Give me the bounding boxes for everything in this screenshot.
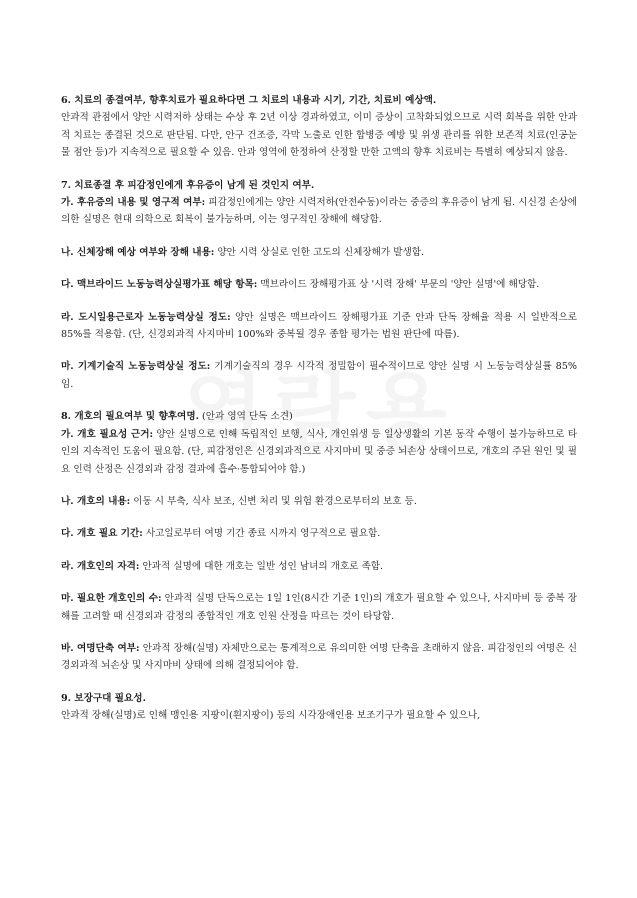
section-7-ma-text: 기계기술직의 경우 시각적 정밀함이 필수적이므로 양안 실명 시 노동능력상실률 85% 임. (61, 361, 577, 390)
section-8-ga-text: 양안 실명으로 인해 독립적인 보행, 식사, 개인위생 등 일상생활의 기본 동작 수행이 불가능하므로 타인의 지속적인 도움이 필요함. (단, 피감정인은 신경외과적으로 사지마비 및 중증 뇌손상 상태이므로, 개호의 주된 원인 및 필요 인력 산정은 신경외과 감정 결과에 흡수·통합되어야 함.) (61, 428, 578, 475)
section-7-ga-text: 피감정인에게는 양안 시력저하(안전수동)이라는 중증의 후유증이 남게 됨. 시신경 손상에 의한 실명은 현대 의학으로 회복이 불가능하며, 이는 영구적인 장해에 해당함. (61, 197, 577, 226)
section-7-na-text: 양안 시력 상실로 인한 고도의 신체장해가 발생함. (214, 246, 425, 258)
section-8-na-text: 이동 시 부축, 식사 보조, 신변 처리 및 위험 환경으로부터의 보호 등. (130, 495, 417, 507)
section-6-title: 6. 치료의 종결여부, 향후치료가 필요하다면 그 치료의 내용과 시기, 기간, 치료비 예상액. (61, 95, 437, 106)
section-8-da-paragraph (61, 525, 577, 542)
section-7-na-paragraph (61, 244, 577, 261)
section-7 (61, 177, 577, 394)
section-8-ba-text: 안과적 장해(실명) 자체만으로는 통계적으로 유의미한 여명 단축을 초래하지 않음. 피감정인의 여명은 신경외과적 뇌손상 및 사지마비 상태에 의해 결정되어야 함. (61, 642, 577, 672)
section-6 (61, 92, 577, 162)
section-8-ma-label: 마. 필요한 개호인의 수: (61, 593, 162, 605)
section-7-ma-label: 마. 기계기술직 노동능력상실 정도: (61, 361, 211, 373)
section-7-ra-text: 양안 실명은 맥브라이드 장해평가표 기준 안과 단독 장해율 적용 시 일반적으로 85%를 적용함. (단, 신경외과적 사지마비 100%와 중복될 경우 종합 평가는 법원 판단에 따름). (61, 311, 577, 341)
section-8-ma-paragraph (61, 590, 577, 625)
section-8-da-text: 사고일로부터 여명 기간 종료 시까지 영구적으로 필요함. (142, 528, 381, 540)
section-8-ga-paragraph (61, 426, 577, 478)
section-7-da-text: 맥브라이드 장해평가표 상 '시력 장해' 부문의 '양안 실명'에 해당함. (257, 279, 540, 291)
section-7-da-paragraph (61, 276, 577, 293)
section-7-da-label: 다. 맥브라이드 노동능력상실평가표 해당 항목: (61, 279, 258, 291)
section-8 (61, 408, 577, 674)
section-9-body: 안과적 장해(실명)로 인해 맹인용 지팡이(흰지팡이) 등의 시각장애인용 보조기구가 필요할 수 있으나, (61, 710, 481, 722)
section-8-title-text: 8. 개호의 필요여부 및 향후여명. (61, 411, 199, 423)
section-8-title (61, 408, 577, 425)
section-6-body: 안과적 관점에서 양안 시력저하 상태는 수상 후 2년 이상 경과하였고, 이미 증상이 고착화되었으므로 시력 회복을 위한 안과적 치료는 종결된 것으로 판단됨. 다만, 안구 건조증, 각막 노출로 인한 합병증 예방 및 위생 관리를 위한 보존적 치료(인공눈물 점안 등)가 지속적으로 필요할 수 있음. 안과 영역에 한정하여 산정할 만한 고액의 향후 치료비는 특별히 예상되지 않음. (61, 112, 577, 159)
section-9 (61, 690, 577, 725)
section-7-na-label: 나. 신체장해 예상 여부와 장해 내용: (61, 246, 215, 258)
section-9-title: 9. 보장구대 필요성. (61, 692, 146, 704)
section-7-ga (61, 177, 577, 229)
section-8-ra-text: 안과적 실명에 대한 개호는 일반 성인 남녀의 개호로 족함. (139, 560, 384, 572)
section-8-ba-label: 바. 여명단축 여부: (61, 642, 140, 654)
section-7-ra-label: 라. 도시일용근로자 노동능력상실 정도: (61, 311, 231, 323)
section-8-na-paragraph (61, 493, 577, 510)
section-8-da-label: 다. 개호 필요 기간: (61, 528, 143, 540)
section-8-ga (61, 408, 577, 478)
section-8-ra-label: 라. 개호인의 자격: (61, 560, 140, 572)
section-8-ma-text: 안과적 실명 단독으로는 1일 1인(8시간 기준 1인)의 개호가 필요할 수 있으나, 사지마비 등 중복 장해를 고려할 때 신경외과 감정의 종합적인 개호 인원 산정을 따르는 것이 타당함. (61, 593, 578, 622)
section-7-ga-paragraph (61, 194, 577, 229)
section-7-ga-label: 가. 후유증의 내용 및 영구적 여부: (61, 197, 206, 209)
section-7-ma-paragraph (61, 358, 577, 393)
section-8-ga-label: 가. 개호 필요성 근거: (61, 428, 154, 440)
section-7-title: 7. 치료종결 후 피감정인에게 후유증이 남게 된 것인지 여부. (61, 179, 315, 191)
section-7-ra-paragraph (61, 309, 577, 344)
section-8-ra-paragraph (61, 558, 577, 575)
section-8-title-note: (안과 영역 단독 소견) (198, 411, 293, 423)
section-8-ba-paragraph (61, 640, 577, 675)
section-8-na-label: 나. 개호의 내용: (61, 495, 131, 507)
